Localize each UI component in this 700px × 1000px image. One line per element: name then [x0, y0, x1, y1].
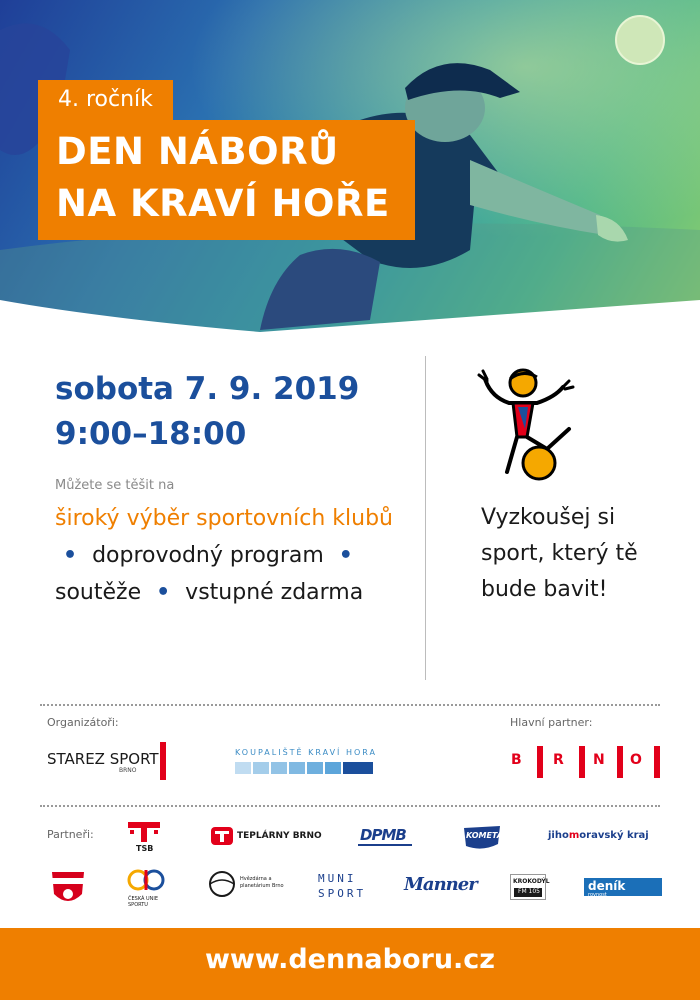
- brno-letter: O: [630, 752, 642, 768]
- dotted-divider: [40, 704, 660, 706]
- krokodyl-text: KROKODÝL: [513, 878, 550, 885]
- brno-separator: [579, 746, 585, 778]
- edition-badge: 4. ročník: [38, 80, 173, 120]
- krokodyl-fm: FM 105: [518, 888, 540, 895]
- brno-letter: N: [593, 752, 605, 768]
- starez-text: STAREZ SPORT: [47, 750, 159, 768]
- jihomoravsky-kraj-logo: [548, 830, 664, 846]
- hvezdarna-text: Hvězdárna a planetárium Brno: [240, 876, 284, 889]
- vertical-divider: [425, 356, 426, 680]
- dotted-divider: [40, 805, 660, 807]
- bullet-separator: •: [338, 543, 353, 568]
- slogan: Vyzkoušej si sport, který tě bude bavit!: [481, 505, 638, 602]
- cus-logo: [124, 866, 170, 910]
- hero-banner: [0, 0, 700, 335]
- dpmb-underline: [358, 844, 412, 846]
- brno-logo: [505, 746, 660, 778]
- krokodyl-logo: [510, 874, 550, 900]
- brno-letter: R: [553, 752, 564, 768]
- brno-separator: [654, 746, 660, 778]
- jihomoravsky-part: m: [568, 830, 580, 841]
- teplarny-mark-icon: [210, 826, 234, 846]
- bullet-separator: •: [156, 580, 171, 605]
- denik-sub: rovnost: [588, 892, 607, 898]
- manner-logo: [404, 872, 477, 900]
- denik-rovnost-logo: [584, 874, 662, 898]
- jihomoravsky-part: jiho: [548, 830, 569, 841]
- hvezdarna-logo: [208, 870, 308, 902]
- brno-letter: B: [511, 752, 522, 768]
- cus-text: ČESKÁ UNIE SPORTU: [128, 896, 159, 908]
- kometa-text: KOMETA: [466, 831, 503, 840]
- title-line-2: NA KRAVÍ HOŘE: [56, 182, 390, 225]
- features-intro: Můžete se těšit na: [55, 478, 175, 493]
- feature-item: vstupné zdarma: [185, 580, 364, 605]
- starez-bar: [160, 742, 166, 780]
- organizers-label: Organizátoři:: [47, 716, 119, 729]
- main-partner-label: Hlavní partner:: [510, 716, 593, 729]
- club-shield-icon: [48, 868, 88, 908]
- brno-separator: [537, 746, 543, 778]
- website-link[interactable]: www.dennaboru.cz: [204, 944, 496, 975]
- bullet-separator: •: [63, 543, 78, 568]
- teplarny-text: TEPLÁRNY BRNO: [237, 831, 322, 841]
- club-shield-logo: [48, 868, 88, 908]
- manner-text: Manner: [404, 874, 477, 895]
- muni-text: MUNI: [318, 872, 357, 885]
- tsb-mark-icon: [126, 822, 162, 842]
- koupaliste-kravi-hora-logo: [235, 748, 395, 778]
- kravi-hora-text: KOUPALIŠTĚ KRAVÍ HORA: [235, 748, 377, 757]
- tsb-text: TSB: [136, 844, 154, 853]
- feature-item: doprovodný program: [92, 543, 324, 568]
- dpmb-text: DPMB: [360, 826, 406, 844]
- tsb-logo: [126, 822, 162, 856]
- denik-text: deník: [588, 879, 626, 893]
- features-list: [55, 500, 395, 611]
- title-line-1: DEN NÁBORŮ: [56, 130, 339, 173]
- feature-item: soutěže: [55, 580, 142, 605]
- cus-rings-icon: [124, 866, 170, 896]
- hvezdarna-globe-icon: [208, 870, 236, 898]
- event-time: 9:00–18:00: [55, 416, 247, 452]
- feature-highlight: široký výběr sportovních klubů: [55, 506, 393, 531]
- muni-sport-logo: [318, 872, 368, 904]
- starez-sub: BRNO: [119, 767, 137, 774]
- kometa-logo: [460, 824, 504, 850]
- starez-sport-logo: [47, 742, 177, 782]
- jihomoravsky-part: oravský kraj: [579, 830, 649, 841]
- jihomoravsky-text: [548, 830, 649, 841]
- muni-sport-text: SPORT: [318, 887, 367, 900]
- brno-separator: [617, 746, 623, 778]
- kravi-hora-waves: [235, 762, 373, 774]
- dpmb-logo: [358, 826, 412, 848]
- event-date: sobota 7. 9. 2019: [55, 371, 360, 407]
- footer: [0, 928, 700, 1000]
- event-title: [38, 120, 415, 240]
- teplarny-brno-logo: [210, 826, 320, 848]
- partners-label: Partneři:: [47, 828, 94, 841]
- mascot-icon: [477, 367, 577, 482]
